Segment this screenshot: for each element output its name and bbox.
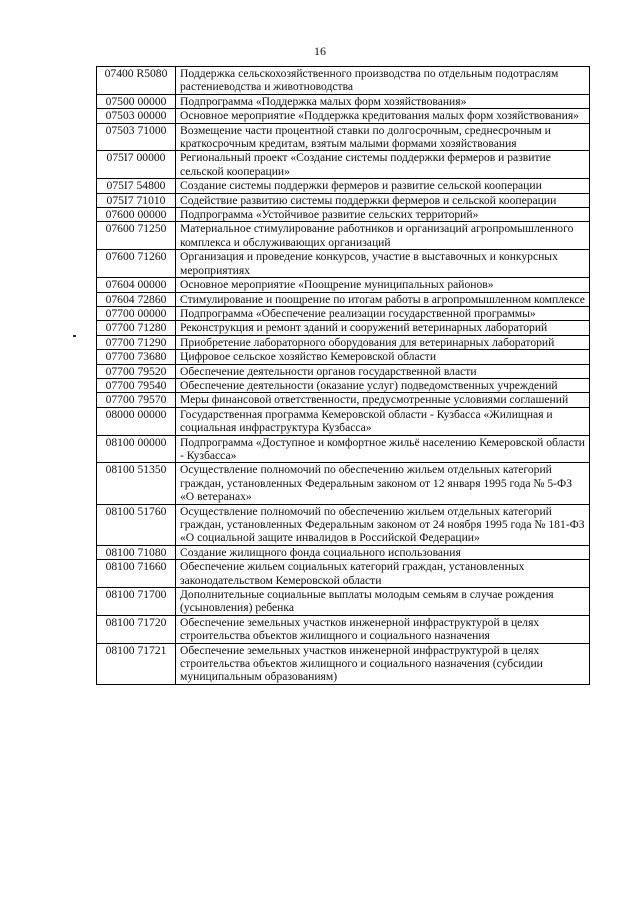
table-row — [97, 67, 590, 95]
name-cell: Осуществление полномочий по обеспечению жильем отдельных категорий граждан, установленных Федеральным законом от 12 января 1995 года № 5-ФЗ «О ветеранах» — [176, 463, 590, 504]
code-cell: 07604 00000 — [97, 278, 176, 292]
code-cell: 08100 71080 — [97, 545, 176, 559]
table-row — [97, 94, 590, 108]
code-cell: 07600 00000 — [97, 208, 176, 222]
name-cell: Обеспечение деятельности (оказание услуг) подведомственных учреждений — [176, 378, 590, 392]
name-cell: Создание жилищного фонда социального использования — [176, 545, 590, 559]
table-row — [97, 588, 590, 616]
code-cell: 075I7 00000 — [97, 151, 176, 179]
name-cell: Обеспечение земельных участков инженерной инфраструктурой в целях строительства объектов жилищного и социального назначения — [176, 615, 590, 643]
table-row — [97, 292, 590, 306]
code-cell: 075I7 54800 — [97, 179, 176, 193]
table-row — [97, 109, 590, 123]
table-row — [97, 364, 590, 378]
code-cell: 07700 79520 — [97, 364, 176, 378]
name-cell: Обеспечение земельных участков инженерной инфраструктурой в целях строительства объектов жилищного и социального назначения (субсидии муниципальным образованиям) — [176, 643, 590, 684]
name-cell: Осуществление полномочий по обеспечению жильем отдельных категорий граждан, установленных Федеральным законом от 24 ноября 1995 года № 181-ФЗ «О социальной защите инвалидов в Российской Федерации» — [176, 504, 590, 545]
name-cell: Меры финансовой ответственности, предусмотренные условиями соглашений — [176, 393, 590, 407]
name-cell: Обеспечение жильем социальных категорий граждан, установленных законодательством Кемеровской области — [176, 560, 590, 588]
code-cell: 075I7 71010 — [97, 193, 176, 207]
name-cell: Подпрограмма «Поддержка малых форм хозяйствования» — [176, 94, 590, 108]
code-cell: 07700 71280 — [97, 321, 176, 335]
name-cell: Основное мероприятие «Поощрение муниципальных районов» — [176, 278, 590, 292]
code-cell: 08100 71721 — [97, 643, 176, 684]
name-cell: Дополнительные социальные выплаты молодым семьям в случае рождения (усыновления) ребенка — [176, 588, 590, 616]
table-row — [97, 123, 590, 151]
name-cell: Приобретение лабораторного оборудования для ветеринарных лабораторий — [176, 335, 590, 349]
table-row — [97, 407, 590, 435]
table-row — [97, 560, 590, 588]
code-cell: 07700 71290 — [97, 335, 176, 349]
table-row — [97, 504, 590, 545]
code-cell: 07700 79540 — [97, 378, 176, 392]
name-cell: Подпрограмма «Доступное и комфортное жильё населению Кемеровской области - Кузбасса» — [176, 435, 590, 463]
name-cell: Поддержка сельскохозяйственного производства по отдельным подотраслям растениеводства и животноводства — [176, 67, 590, 95]
name-cell: Возмещение части процентной ставки по долгосрочным, среднесрочным и краткосрочным кредитам, взятым малыми формами хозяйствования — [176, 123, 590, 151]
code-cell: 08100 71700 — [97, 588, 176, 616]
table-row — [97, 393, 590, 407]
table-row — [97, 545, 590, 559]
table-row — [97, 250, 590, 278]
code-cell: 08100 71720 — [97, 615, 176, 643]
table-row — [97, 435, 590, 463]
table-row — [97, 151, 590, 179]
table-row — [97, 306, 590, 320]
code-cell: 07600 71250 — [97, 222, 176, 250]
code-cell: 07600 71260 — [97, 250, 176, 278]
name-cell: Подпрограмма «Устойчивое развитие сельских территорий» — [176, 208, 590, 222]
table-row — [97, 222, 590, 250]
code-cell: 08100 51760 — [97, 504, 176, 545]
code-cell: 07604 72860 — [97, 292, 176, 306]
table-row — [97, 615, 590, 643]
table-row — [97, 193, 590, 207]
table-row — [97, 378, 590, 392]
table-row — [97, 179, 590, 193]
table-row — [97, 643, 590, 684]
scan-speck — [73, 335, 76, 337]
code-cell: 07700 00000 — [97, 306, 176, 320]
code-cell: 07500 00000 — [97, 94, 176, 108]
budget-code-table — [96, 66, 590, 685]
code-cell: 07700 73680 — [97, 350, 176, 364]
name-cell: Содействие развитию системы поддержки фермеров и сельской кооперации — [176, 193, 590, 207]
name-cell: Цифровое сельское хозяйство Кемеровской области — [176, 350, 590, 364]
name-cell: Реконструкция и ремонт зданий и сооружений ветеринарных лабораторий — [176, 321, 590, 335]
name-cell: Государственная программа Кемеровской области - Кузбасса «Жилищная и социальная инфраструктура Кузбасса» — [176, 407, 590, 435]
table-row — [97, 335, 590, 349]
name-cell: Подпрограмма «Обеспечение реализации государственной программы» — [176, 306, 590, 320]
code-cell: 07700 79570 — [97, 393, 176, 407]
name-cell: Стимулирование и поощрение по итогам работы в агропромышленном комплексе — [176, 292, 590, 306]
code-cell: 08000 00000 — [97, 407, 176, 435]
table-row — [97, 350, 590, 364]
name-cell: Создание системы поддержки фермеров и развитие сельской кооперации — [176, 179, 590, 193]
code-cell: 08100 71660 — [97, 560, 176, 588]
name-cell: Материальное стимулирование работников и организаций агропромышленного комплекса и обслуживающих организаций — [176, 222, 590, 250]
code-cell: 07503 71000 — [97, 123, 176, 151]
code-cell: 08100 00000 — [97, 435, 176, 463]
code-cell: 07503 00000 — [97, 109, 176, 123]
name-cell: Организация и проведение конкурсов, участие в выставочных и конкурсных мероприятиях — [176, 250, 590, 278]
name-cell: Основное мероприятие «Поддержка кредитования малых форм хозяйствования» — [176, 109, 590, 123]
table-row — [97, 208, 590, 222]
name-cell: Региональный проект «Создание системы поддержки фермеров и развитие сельской кооперации» — [176, 151, 590, 179]
table-row — [97, 321, 590, 335]
page-number: 16 — [314, 44, 326, 58]
code-cell: 08100 51350 — [97, 463, 176, 504]
name-cell: Обеспечение деятельности органов государственной власти — [176, 364, 590, 378]
table-row — [97, 463, 590, 504]
code-cell: 07400 R5080 — [97, 67, 176, 95]
table-row — [97, 278, 590, 292]
